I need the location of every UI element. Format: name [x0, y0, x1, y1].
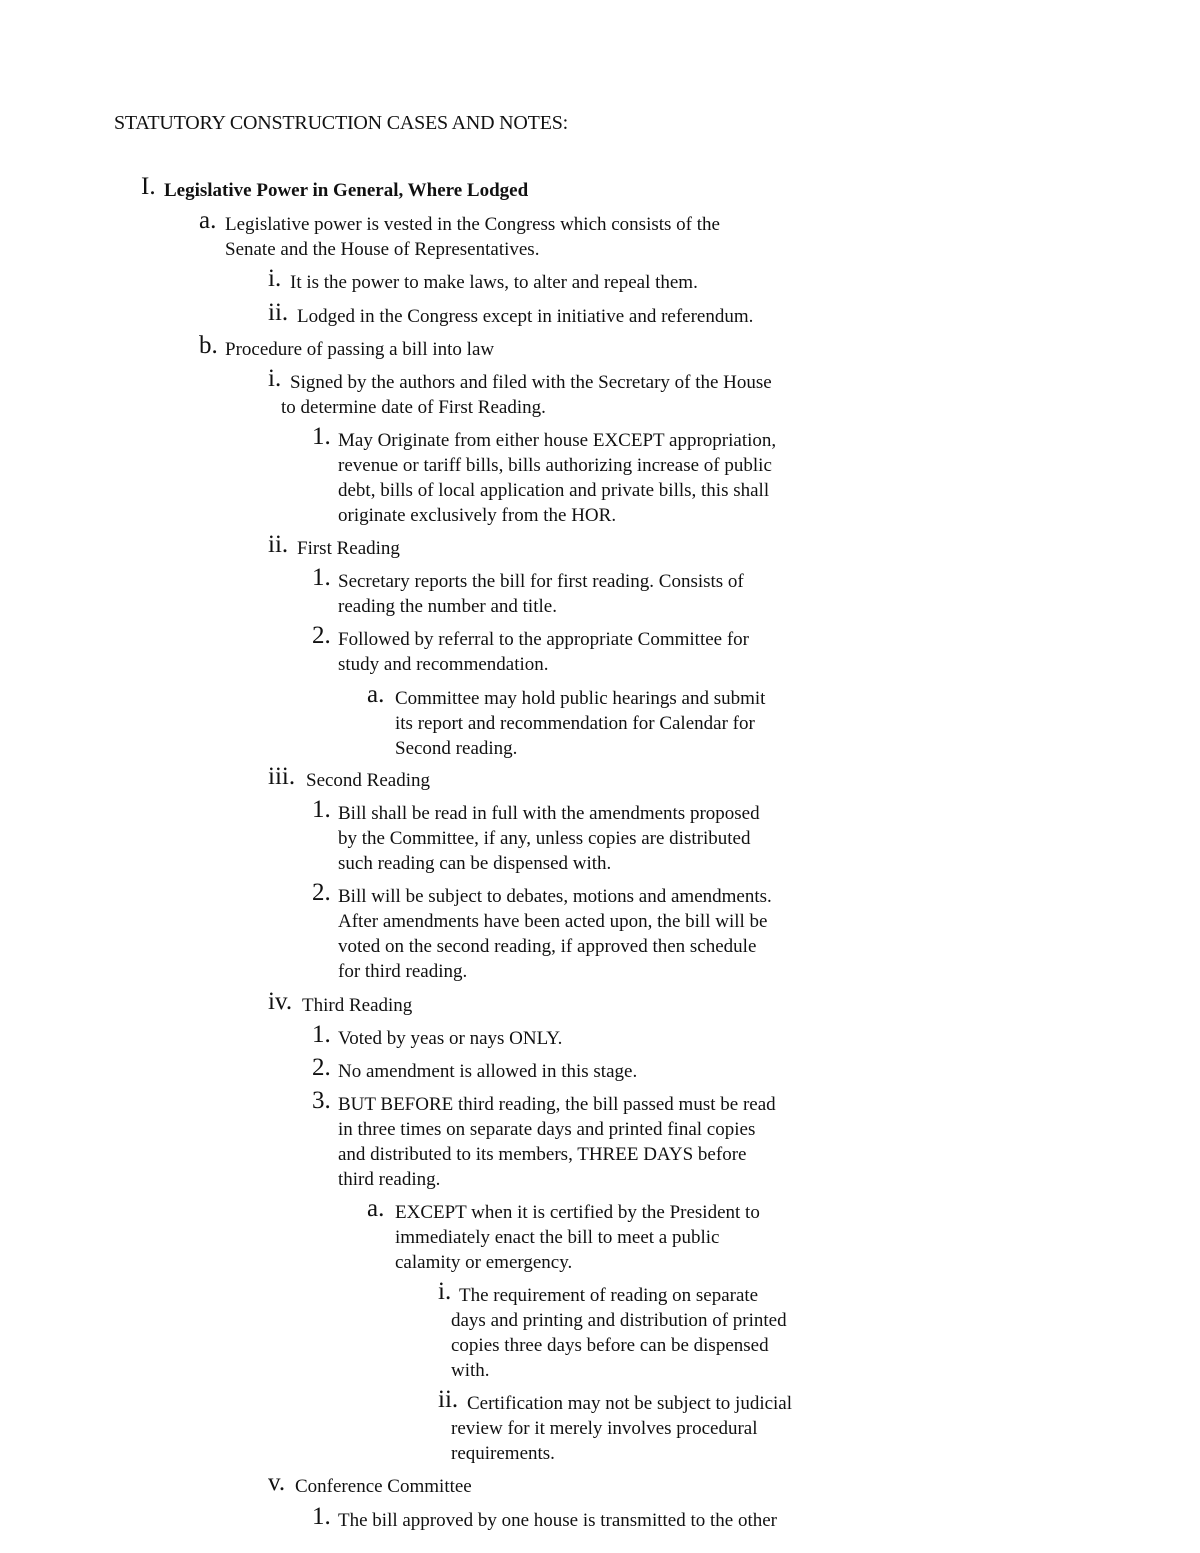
list-marker: I. [141, 173, 156, 200]
item-text-line: Conference Committee [295, 1476, 472, 1497]
list-marker: i. [438, 1278, 452, 1305]
item-text-line: by the Committee, if any, unless copies are distributed [338, 828, 751, 849]
outline-item [312, 564, 744, 619]
list-marker: 1. [312, 1021, 331, 1048]
item-text-line: After amendments have been acted upon, the bill will be [338, 911, 768, 932]
list-marker: a. [367, 1195, 385, 1222]
outline-item [312, 622, 750, 677]
item-text-line: revenue or tariff bills, bills authorizing increase of public [338, 455, 772, 476]
item-text-line: study and recommendation. [338, 654, 549, 675]
item-text-line: The requirement of reading on separate [459, 1285, 759, 1306]
item-text-line: its report and recommendation for Calendar for [395, 713, 755, 734]
list-marker: 1. [312, 564, 331, 591]
item-text-line: First Reading [297, 538, 400, 559]
list-marker: ii. [268, 299, 289, 326]
outline-item [367, 681, 766, 761]
item-text-line: Certification may not be subject to judicial [467, 1393, 793, 1414]
item-text-line: calamity or emergency. [395, 1252, 573, 1273]
list-marker: ii. [268, 531, 289, 558]
outline-item [438, 1278, 787, 1383]
list-marker: 2. [312, 1054, 331, 1081]
item-text-line: immediately enact the bill to meet a public [395, 1227, 720, 1248]
outline-item [141, 173, 529, 203]
list-marker: iii. [268, 763, 296, 790]
list-marker: 1. [312, 423, 331, 450]
list-marker: iv. [268, 988, 293, 1015]
outline-item [268, 265, 698, 295]
item-text-line: Bill shall be read in full with the amendments proposed [338, 803, 760, 824]
item-text-line: Committee may hold public hearings and submit [395, 688, 766, 709]
item-text-line: in three times on separate days and printed final copies [338, 1119, 756, 1140]
item-text-line: Signed by the authors and filed with the Secretary of the House [290, 372, 772, 393]
item-text-line: such reading can be dispensed with. [338, 853, 612, 874]
item-text-line: to determine date of First Reading. [281, 397, 546, 418]
item-text-line: Voted by yeas or nays ONLY. [338, 1028, 563, 1049]
list-marker: 1. [312, 796, 331, 823]
outline-item [312, 1054, 638, 1084]
outline-item [268, 988, 413, 1018]
item-text-line: EXCEPT when it is certified by the President to [395, 1202, 760, 1223]
item-text-line: third reading. [338, 1169, 441, 1190]
item-text-line: copies three days before can be dispensed [451, 1335, 769, 1356]
outline-item [312, 1087, 776, 1192]
item-text-line: Second reading. [395, 738, 518, 759]
list-marker: b. [199, 332, 218, 359]
item-text-line: Lodged in the Congress except in initiative and referendum. [297, 306, 754, 327]
item-text-line: with. [451, 1360, 490, 1381]
item-text-line: No amendment is allowed in this stage. [338, 1061, 638, 1082]
outline-item [312, 1021, 563, 1051]
list-marker: 2. [312, 622, 331, 649]
item-text-line: May Originate from either house EXCEPT appropriation, [338, 430, 777, 451]
item-text-line: Procedure of passing a bill into law [225, 339, 495, 360]
list-marker: 2. [312, 879, 331, 906]
item-text-line: Second Reading [306, 770, 431, 791]
item-text-line: debt, bills of local application and private bills, this shall [338, 480, 770, 501]
item-text-line: BUT BEFORE third reading, the bill passed must be read [338, 1094, 776, 1115]
outline-item [199, 207, 720, 262]
list-marker: a. [367, 681, 385, 708]
list-marker: i. [268, 265, 282, 292]
item-text-line: originate exclusively from the HOR. [338, 505, 617, 526]
item-text-line: It is the power to make laws, to alter and repeal them. [290, 272, 698, 293]
outline-item [312, 796, 760, 876]
list-marker: 1. [312, 1503, 331, 1530]
outline-item [367, 1195, 760, 1275]
outline-item [268, 365, 772, 420]
outline-item [312, 1503, 778, 1533]
list-marker: 3. [312, 1087, 331, 1114]
outline-item [268, 1469, 472, 1499]
list-marker: v. [268, 1469, 286, 1496]
outline-item [199, 332, 495, 362]
item-text-line: days and printing and distribution of printed [451, 1310, 787, 1331]
item-text-line: Senate and the House of Representatives. [225, 239, 540, 260]
item-text-line: Legislative power is vested in the Congress which consists of the [225, 214, 720, 235]
item-text-line: voted on the second reading, if approved then schedule [338, 936, 757, 957]
item-text-line: reading the number and title. [338, 596, 557, 617]
outline-item [438, 1386, 793, 1466]
item-text-line: review for it merely involves procedural [451, 1418, 758, 1439]
list-marker: a. [199, 207, 217, 234]
item-text-line: Secretary reports the bill for first reading. Consists of [338, 571, 744, 592]
document-title: STATUTORY CONSTRUCTION CASES AND NOTES: [114, 112, 568, 134]
outline-item [268, 299, 754, 329]
item-text-line: Legislative Power in General, Where Lodged [164, 180, 529, 201]
item-text-line: and distributed to its members, THREE DAYS before [338, 1144, 747, 1165]
outline-item [312, 423, 777, 528]
item-text-line: for third reading. [338, 961, 468, 982]
item-text-line: Third Reading [302, 995, 413, 1016]
item-text-line: Followed by referral to the appropriate Committee for [338, 629, 750, 650]
outline-item [268, 531, 400, 561]
outline-item [268, 763, 431, 793]
list-marker: i. [268, 365, 282, 392]
item-text-line: requirements. [451, 1443, 555, 1464]
item-text-line: The bill approved by one house is transmitted to the other [338, 1510, 778, 1531]
item-text-line: Bill will be subject to debates, motions and amendments. [338, 886, 772, 907]
list-marker: ii. [438, 1386, 459, 1413]
outline-item [312, 879, 772, 984]
